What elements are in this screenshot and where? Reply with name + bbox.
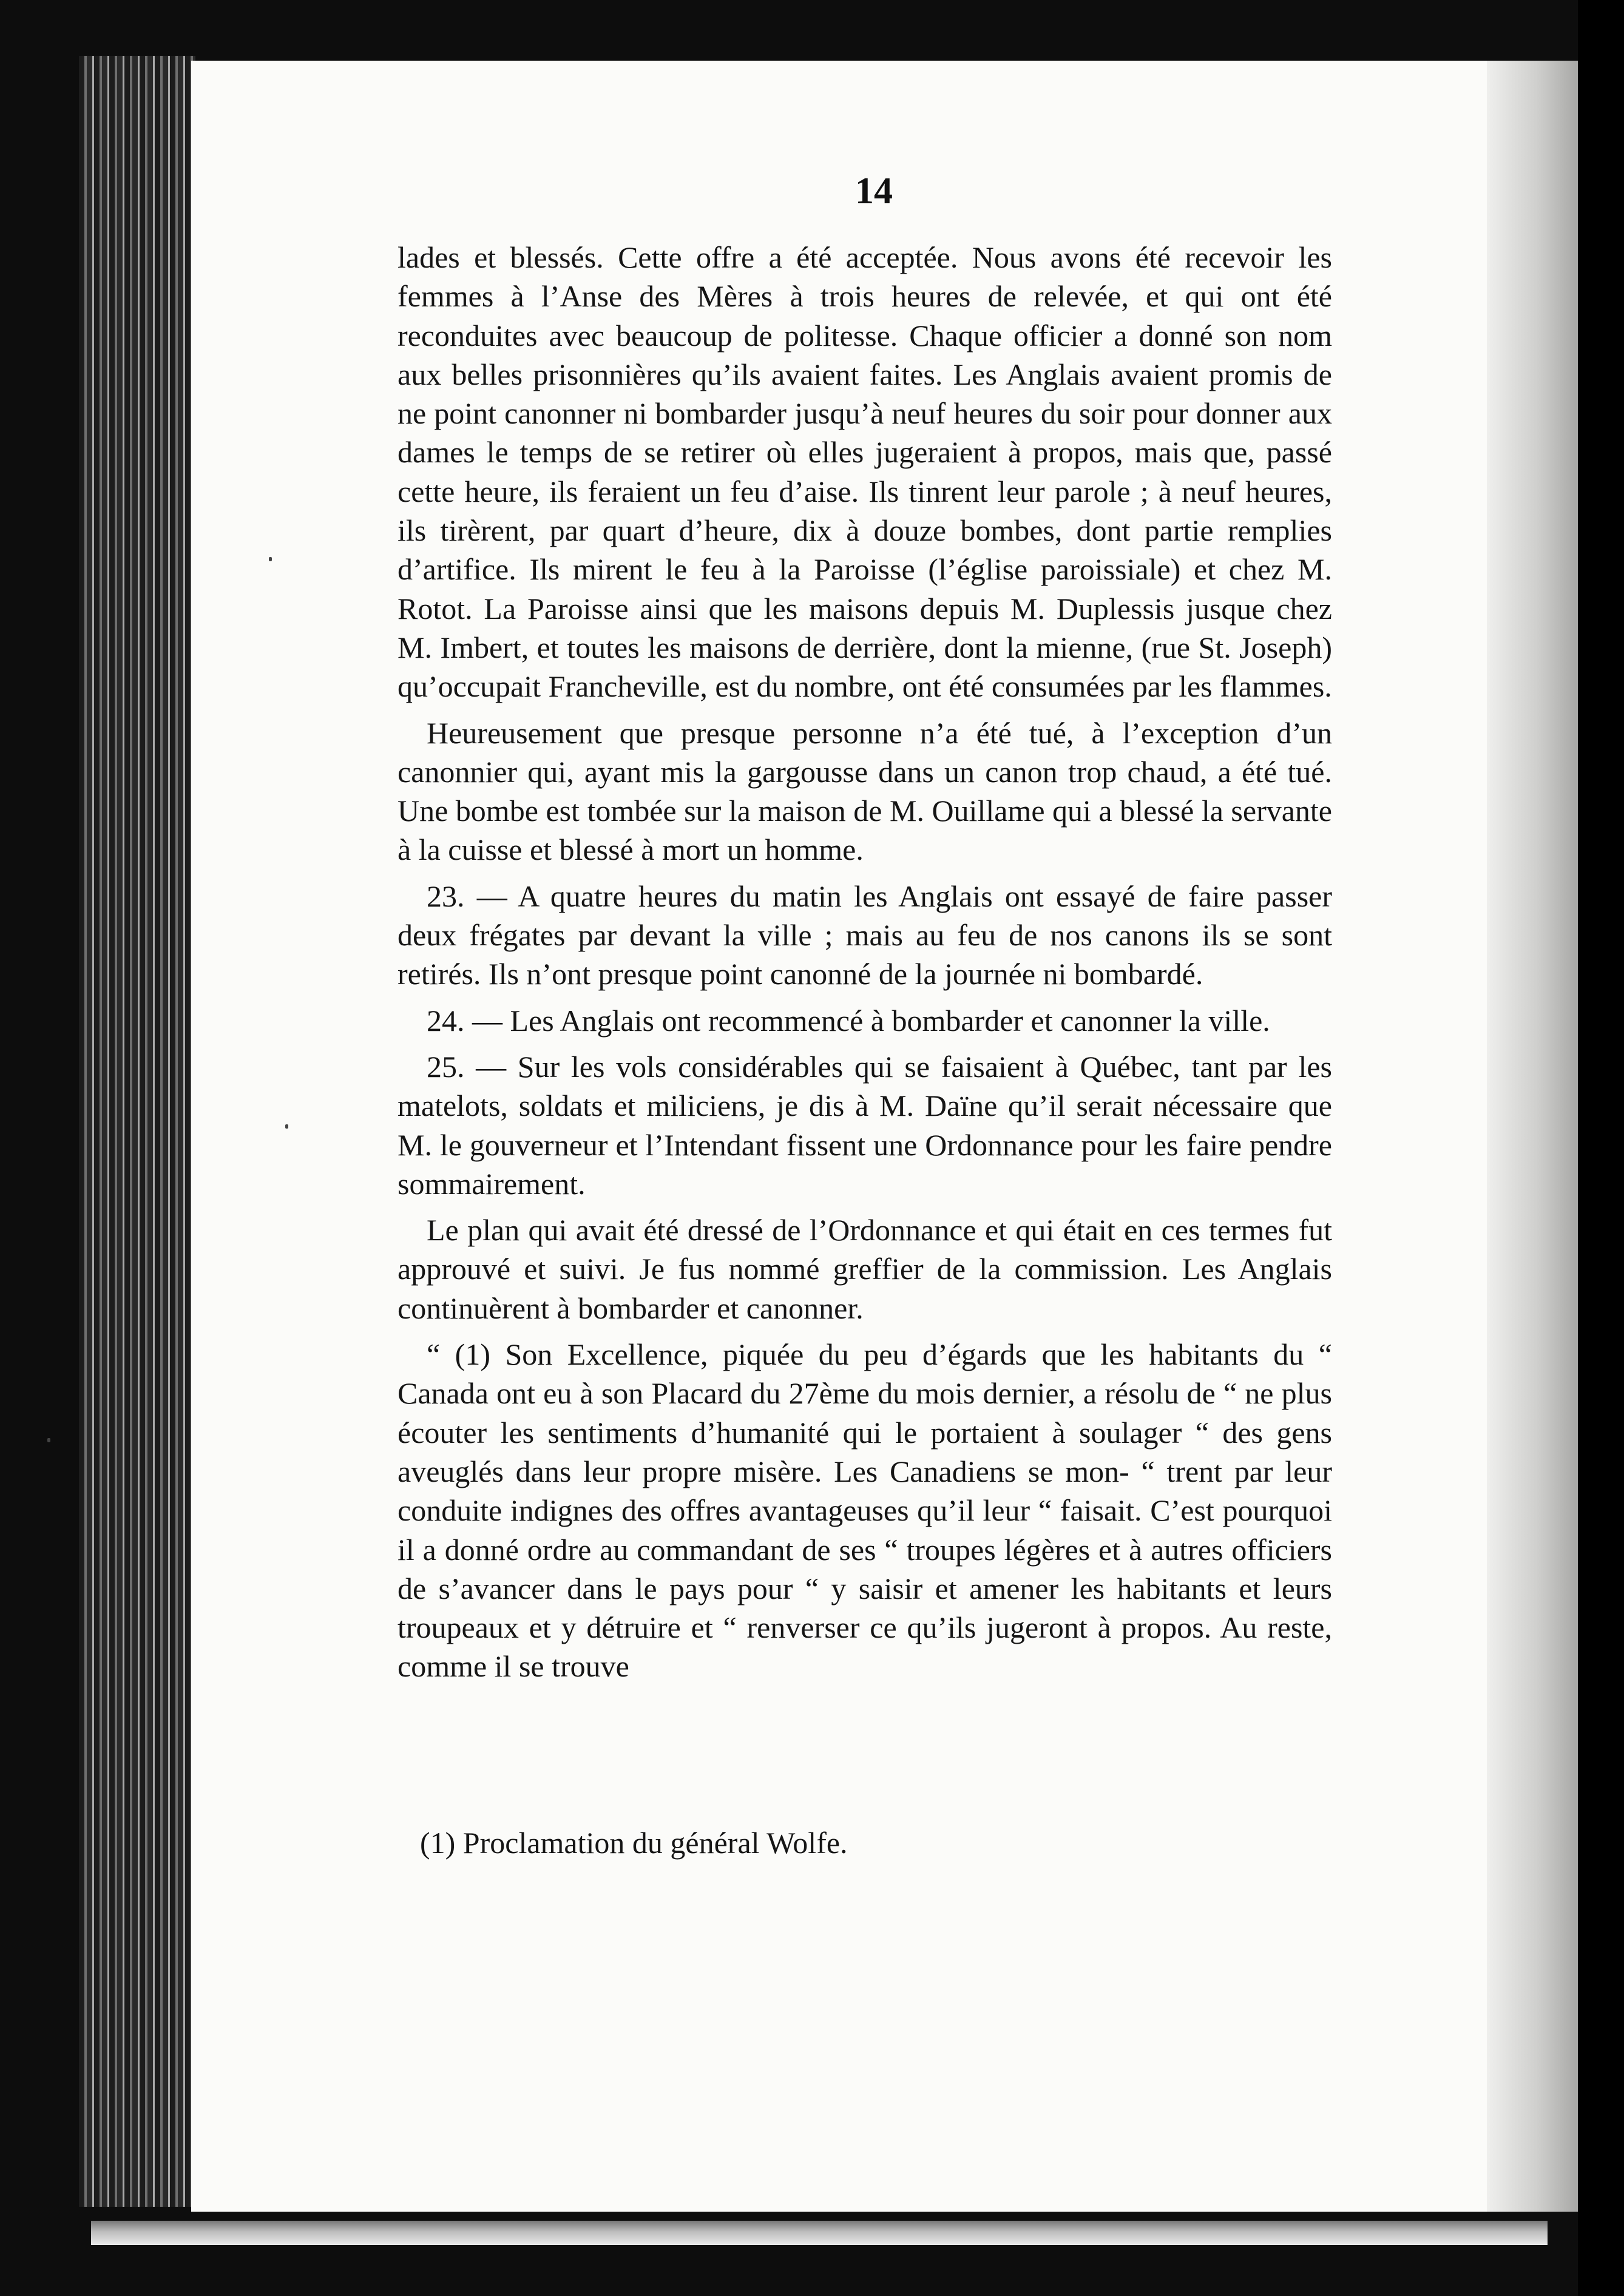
scan-border [1578, 0, 1624, 2296]
page-gutter-shadow [1487, 61, 1578, 2212]
paragraph: 24. — Les Anglais ont recommencé à bombarder et canonner la ville. [427, 1003, 1270, 1038]
page-number: 14 [855, 171, 893, 212]
paragraph: Le plan qui avait été dressé de l’Ordonnance et qui était en ces termes fut approuvé et suivi. Je fus nommé greffier de la commission. Les Anglais continuèrent à bombarder et canonner. [398, 1213, 1332, 1325]
scan-speck [269, 557, 272, 561]
scan-speck [285, 1124, 288, 1129]
paragraph: 23. — A quatre heures du matin les Anglais ont essayé de faire passer deux frégates par devant la ville ; mais au feu de nos canons ils se sont retirés. Ils n’ont presque point canonné de la journée ni bombardé. [398, 879, 1332, 991]
paragraph: Heureusement que presque personne n’a été tué, à l’exception d’un canonnier qui, ayant mis la gargousse dans un canon trop chaud, a été tué. Une bombe est tombée sur la maison de M. Ouillame qui a blessé la servante à la cuisse et blessé à mort un homme. [398, 715, 1332, 867]
scan-speck [47, 1438, 50, 1442]
body-text [398, 238, 1332, 1693]
paragraph: lades et blessés. Cette offre a été acceptée. Nous avons été recevoir les femmes à l’Anse des Mères à trois heures de relevée, et qui ont été reconduites avec beaucoup de politesse. Chaque officier a donné son nom aux belles prisonnières qu’ils avaient faites. Les Anglais avaient promis de ne point canonner ni bombarder jusqu’à neuf heures du soir pour donner aux dames le temps de se retirer où elles jugeraient à propos, mais que, passé cette heure, ils feraient un feu d’aise. Ils tinrent leur parole ; à neuf heures, ils tirèrent, par quart d’heure, dix à douze bombes, dont partie remplies d’artifice. Ils mirent le feu à la Paroisse (l’église paroissiale) et chez M. Rotot. La Paroisse ainsi que les maisons depuis M. Duplessis jusque chez M. Imbert, et toutes les maisons de derrière, dont la mienne, (rue St. Joseph) qu’occupait Francheville, est du nombre, ont été consumées par les flammes. [398, 240, 1332, 704]
quoted-proclamation: “ (1) Son Excellence, piquée du peu d’égards que les habitants du “ Canada ont eu à son Placard du 27ème du mois dernier, a résolu de “ ne plus écouter les sentiments d’humanité qui le portaient à soulager “ des gens aveuglés dans leur propre misère. Les Canadiens se mon- “ trent par leur conduite indignes des offres avantageuses qu’il leur “ faisait. C’est pourquoi il a donné ordre au commandant de ses “ troupes légères et à autres officiers de s’avancer dans le pays pour “ y saisir et amener les habitants et leurs troupeaux et y détruire et “ renverser ce qu’ils jugeront à propos. Au reste, comme il se trouve [398, 1337, 1332, 1684]
footnote: (1) Proclamation du général Wolfe. [420, 1826, 848, 1860]
book-page-edges [79, 56, 195, 2207]
page-bottom-edge [91, 2221, 1548, 2245]
paragraph: 25. — Sur les vols considérables qui se faisaient à Québec, tant par les matelots, soldats et miliciens, je dis à M. Daïne qu’il serait nécessaire que M. le gouverneur et l’Intendant fissent une Ordonnance pour les faire pendre sommairement. [398, 1049, 1332, 1201]
